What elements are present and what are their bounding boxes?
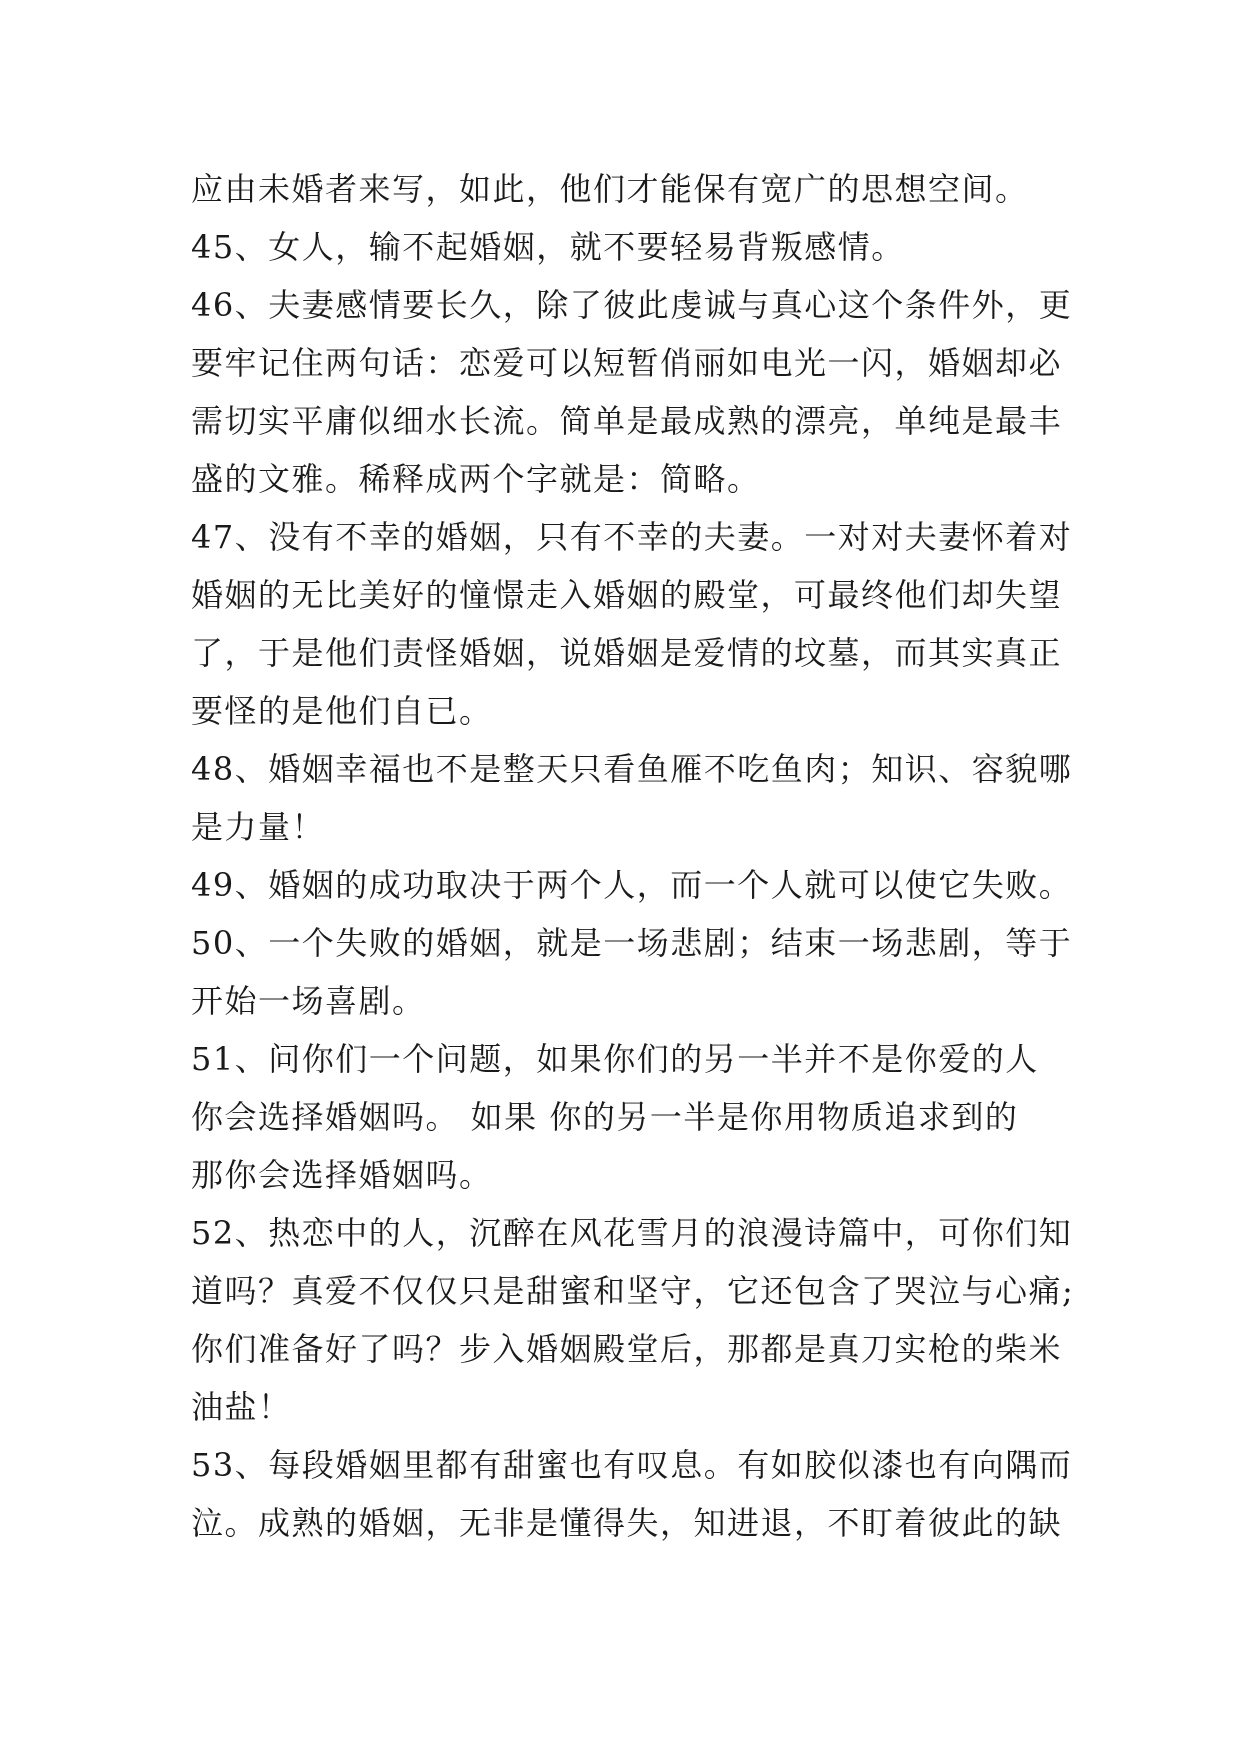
- text-line: 那你会选择婚姻吗。: [191, 1156, 493, 1194]
- text-line: 52、热恋中的人，沉醉在风花雪月的浪漫诗篇中，可你们知: [191, 1214, 1073, 1252]
- text-line: 48、婚姻幸福也不是整天只看鱼雁不吃鱼肉；知识、容貌哪: [191, 750, 1073, 788]
- text-line: 泣。成熟的婚姻，无非是懂得失，知进退，不盯着彼此的缺: [191, 1504, 1063, 1542]
- text-line: 51、问你们一个问题，如果你们的另一半并不是你爱的人: [191, 1040, 1039, 1078]
- text-line: 开始一场喜剧。: [191, 982, 426, 1020]
- text-line: 应由未婚者来写，如此，他们才能保有宽广的思想空间。: [191, 170, 1029, 208]
- text-line: 50、一个失败的婚姻，就是一场悲剧；结束一场悲剧，等于: [191, 924, 1073, 962]
- text-line: 45、女人，输不起婚姻，就不要轻易背叛感情。: [191, 228, 905, 266]
- text-line: 53、每段婚姻里都有甜蜜也有叹息。有如胶似漆也有向隅而: [191, 1446, 1073, 1484]
- text-line: 46、夫妻感情要长久，除了彼此虔诚与真心这个条件外，更: [191, 286, 1073, 324]
- text-line: 道吗？真爱不仅仅只是甜蜜和坚守，它还包含了哭泣与心痛;: [191, 1272, 1075, 1310]
- text-line: 你们准备好了吗？步入婚姻殿堂后，那都是真刀实枪的柴米: [191, 1330, 1063, 1368]
- text-line: 你会选择婚姻吗。 如果 你的另一半是你用物质追求到的: [191, 1098, 1019, 1136]
- text-line: 要牢记住两句话：恋爱可以短暂俏丽如电光一闪，婚姻却必: [191, 344, 1063, 382]
- text-line: 是力量！: [191, 808, 326, 846]
- text-line: 要怪的是他们自已。: [191, 692, 493, 730]
- text-line: 47、没有不幸的婚姻，只有不幸的夫妻。一对对夫妻怀着对: [191, 518, 1073, 556]
- document-body: [191, 160, 1075, 1552]
- text-line: 了，于是他们责怪婚姻，说婚姻是爱情的坟墓，而其实真正: [191, 634, 1063, 672]
- text-line: 盛的文雅。稀释成两个字就是：简略。: [191, 460, 761, 498]
- text-line: 49、婚姻的成功取决于两个人，而一个人就可以使它失败。: [191, 866, 1073, 904]
- text-line: 需切实平庸似细水长流。简单是最成熟的漂亮，单纯是最丰: [191, 402, 1063, 440]
- text-line: 婚姻的无比美好的憧憬走入婚姻的殿堂，可最终他们却失望: [191, 576, 1063, 614]
- text-line: 油盐！: [191, 1388, 292, 1426]
